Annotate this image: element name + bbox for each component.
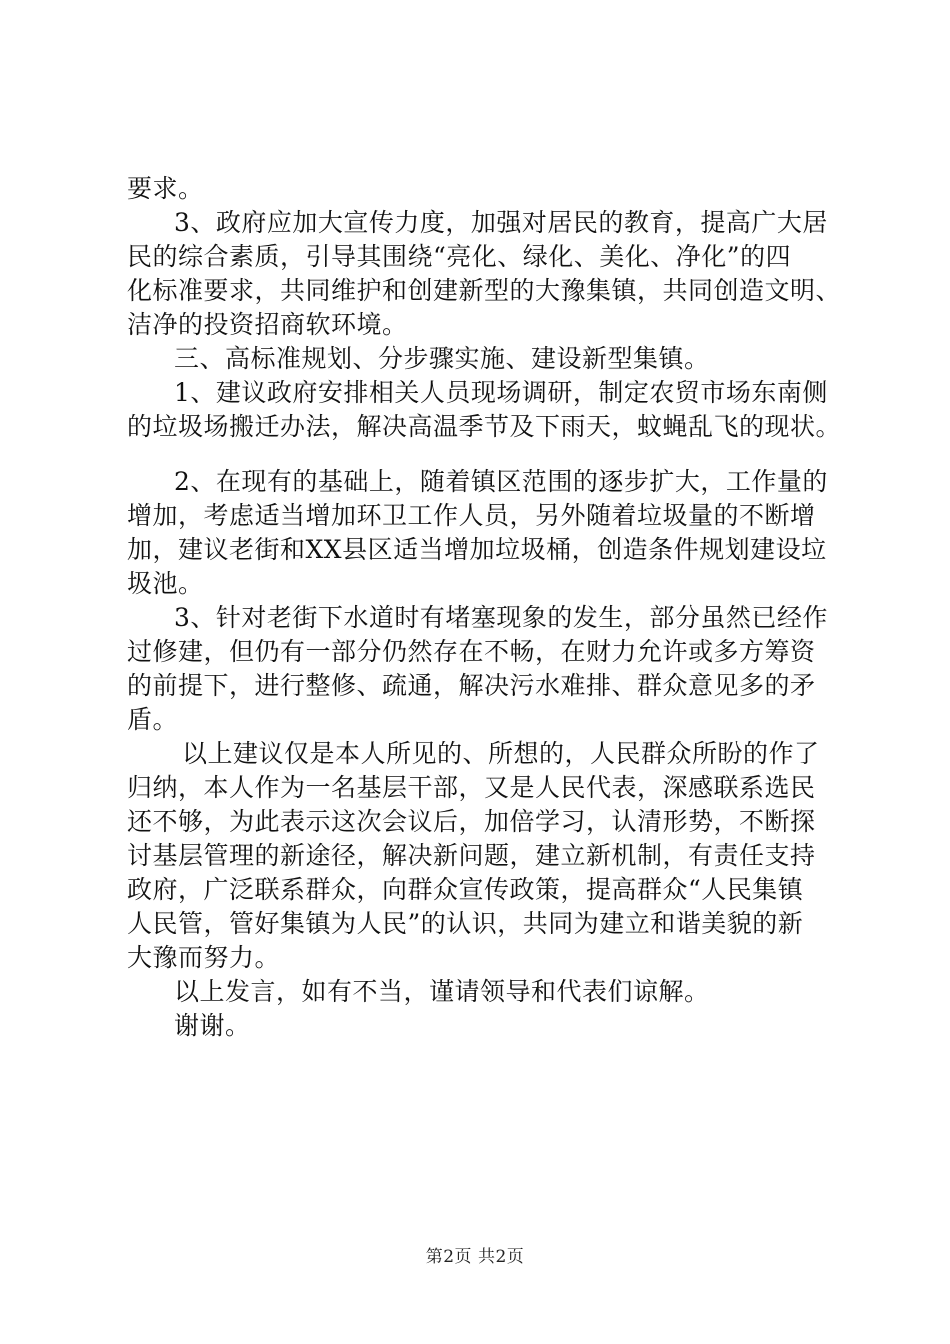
section-heading: 三、高标准规划、分步骤实施、建设新型集镇。 — [174, 344, 710, 373]
paragraph-line: 化标准要求，共同维护和创建新型的大豫集镇，共同创造文明、 — [127, 276, 842, 305]
paragraph-line: 民的综合素质，引导其围绕“亮化、绿化、美化、净化”的四 — [127, 242, 792, 271]
paragraph-line: 的前提下，进行整修、疏通，解决污水难排、群众意见多的矛 — [127, 671, 816, 700]
paragraph-line: 归纳，本人作为一名基层干部，又是人民代表，深感联系选民 — [127, 773, 816, 802]
paragraph-line: 政府，广泛联系群众，向群众宣传政策，提高群众“人民集镇 — [127, 875, 804, 904]
paragraph-line: 以上建议仅是本人所见的、所想的，人民群众所盼的作了 — [182, 739, 820, 768]
paragraph-line: 要求。 — [127, 174, 204, 203]
paragraph-line: 以上发言，如有不当，谨请领导和代表们谅解。 — [174, 977, 710, 1006]
paragraph-line: 2、在现有的基础上，随着镇区范围的逐步扩大，工作量的 — [174, 467, 828, 496]
paragraph-line: 过修建，但仍有一部分仍然存在不畅，在财力允许或多方筹资 — [127, 637, 816, 666]
paragraph-line: 3、政府应加大宣传力度，加强对居民的教育，提高广大居 — [174, 208, 828, 237]
paragraph-line: 增加，考虑适当增加环卫工作人员，另外随着垃圾量的不断增 — [127, 501, 816, 530]
paragraph-line: 讨基层管理的新途径，解决新问题，建立新机制，有责任支持 — [127, 841, 816, 870]
page-number-footer: 第2页 共2页 — [425, 1247, 525, 1267]
paragraph-line: 盾。 — [127, 705, 179, 734]
closing-line: 谢谢。 — [174, 1011, 251, 1040]
paragraph-line: 大豫而努力。 — [127, 943, 281, 972]
paragraph-line: 洁净的投资招商软环境。 — [127, 310, 408, 339]
paragraph-line: 的垃圾场搬迁办法，解决高温季节及下雨天，蚊蝇乱飞的现状。 — [127, 412, 842, 441]
paragraph-line: 3、针对老街下水道时有堵塞现象的发生，部分虽然已经作 — [174, 603, 828, 632]
paragraph-line: 人民管，管好集镇为人民”的认识，共同为建立和谐美貌的新 — [127, 909, 804, 938]
paragraph-line: 还不够，为此表示这次会议后，加倍学习，认清形势，不断探 — [127, 807, 816, 836]
paragraph-line: 圾池。 — [127, 569, 204, 598]
paragraph-line: 1、建议政府安排相关人员现场调研，制定农贸市场东南侧 — [174, 378, 828, 407]
paragraph-line: 加，建议老街和XX县区适当增加垃圾桶，创造条件规划建设垃 — [127, 535, 827, 564]
